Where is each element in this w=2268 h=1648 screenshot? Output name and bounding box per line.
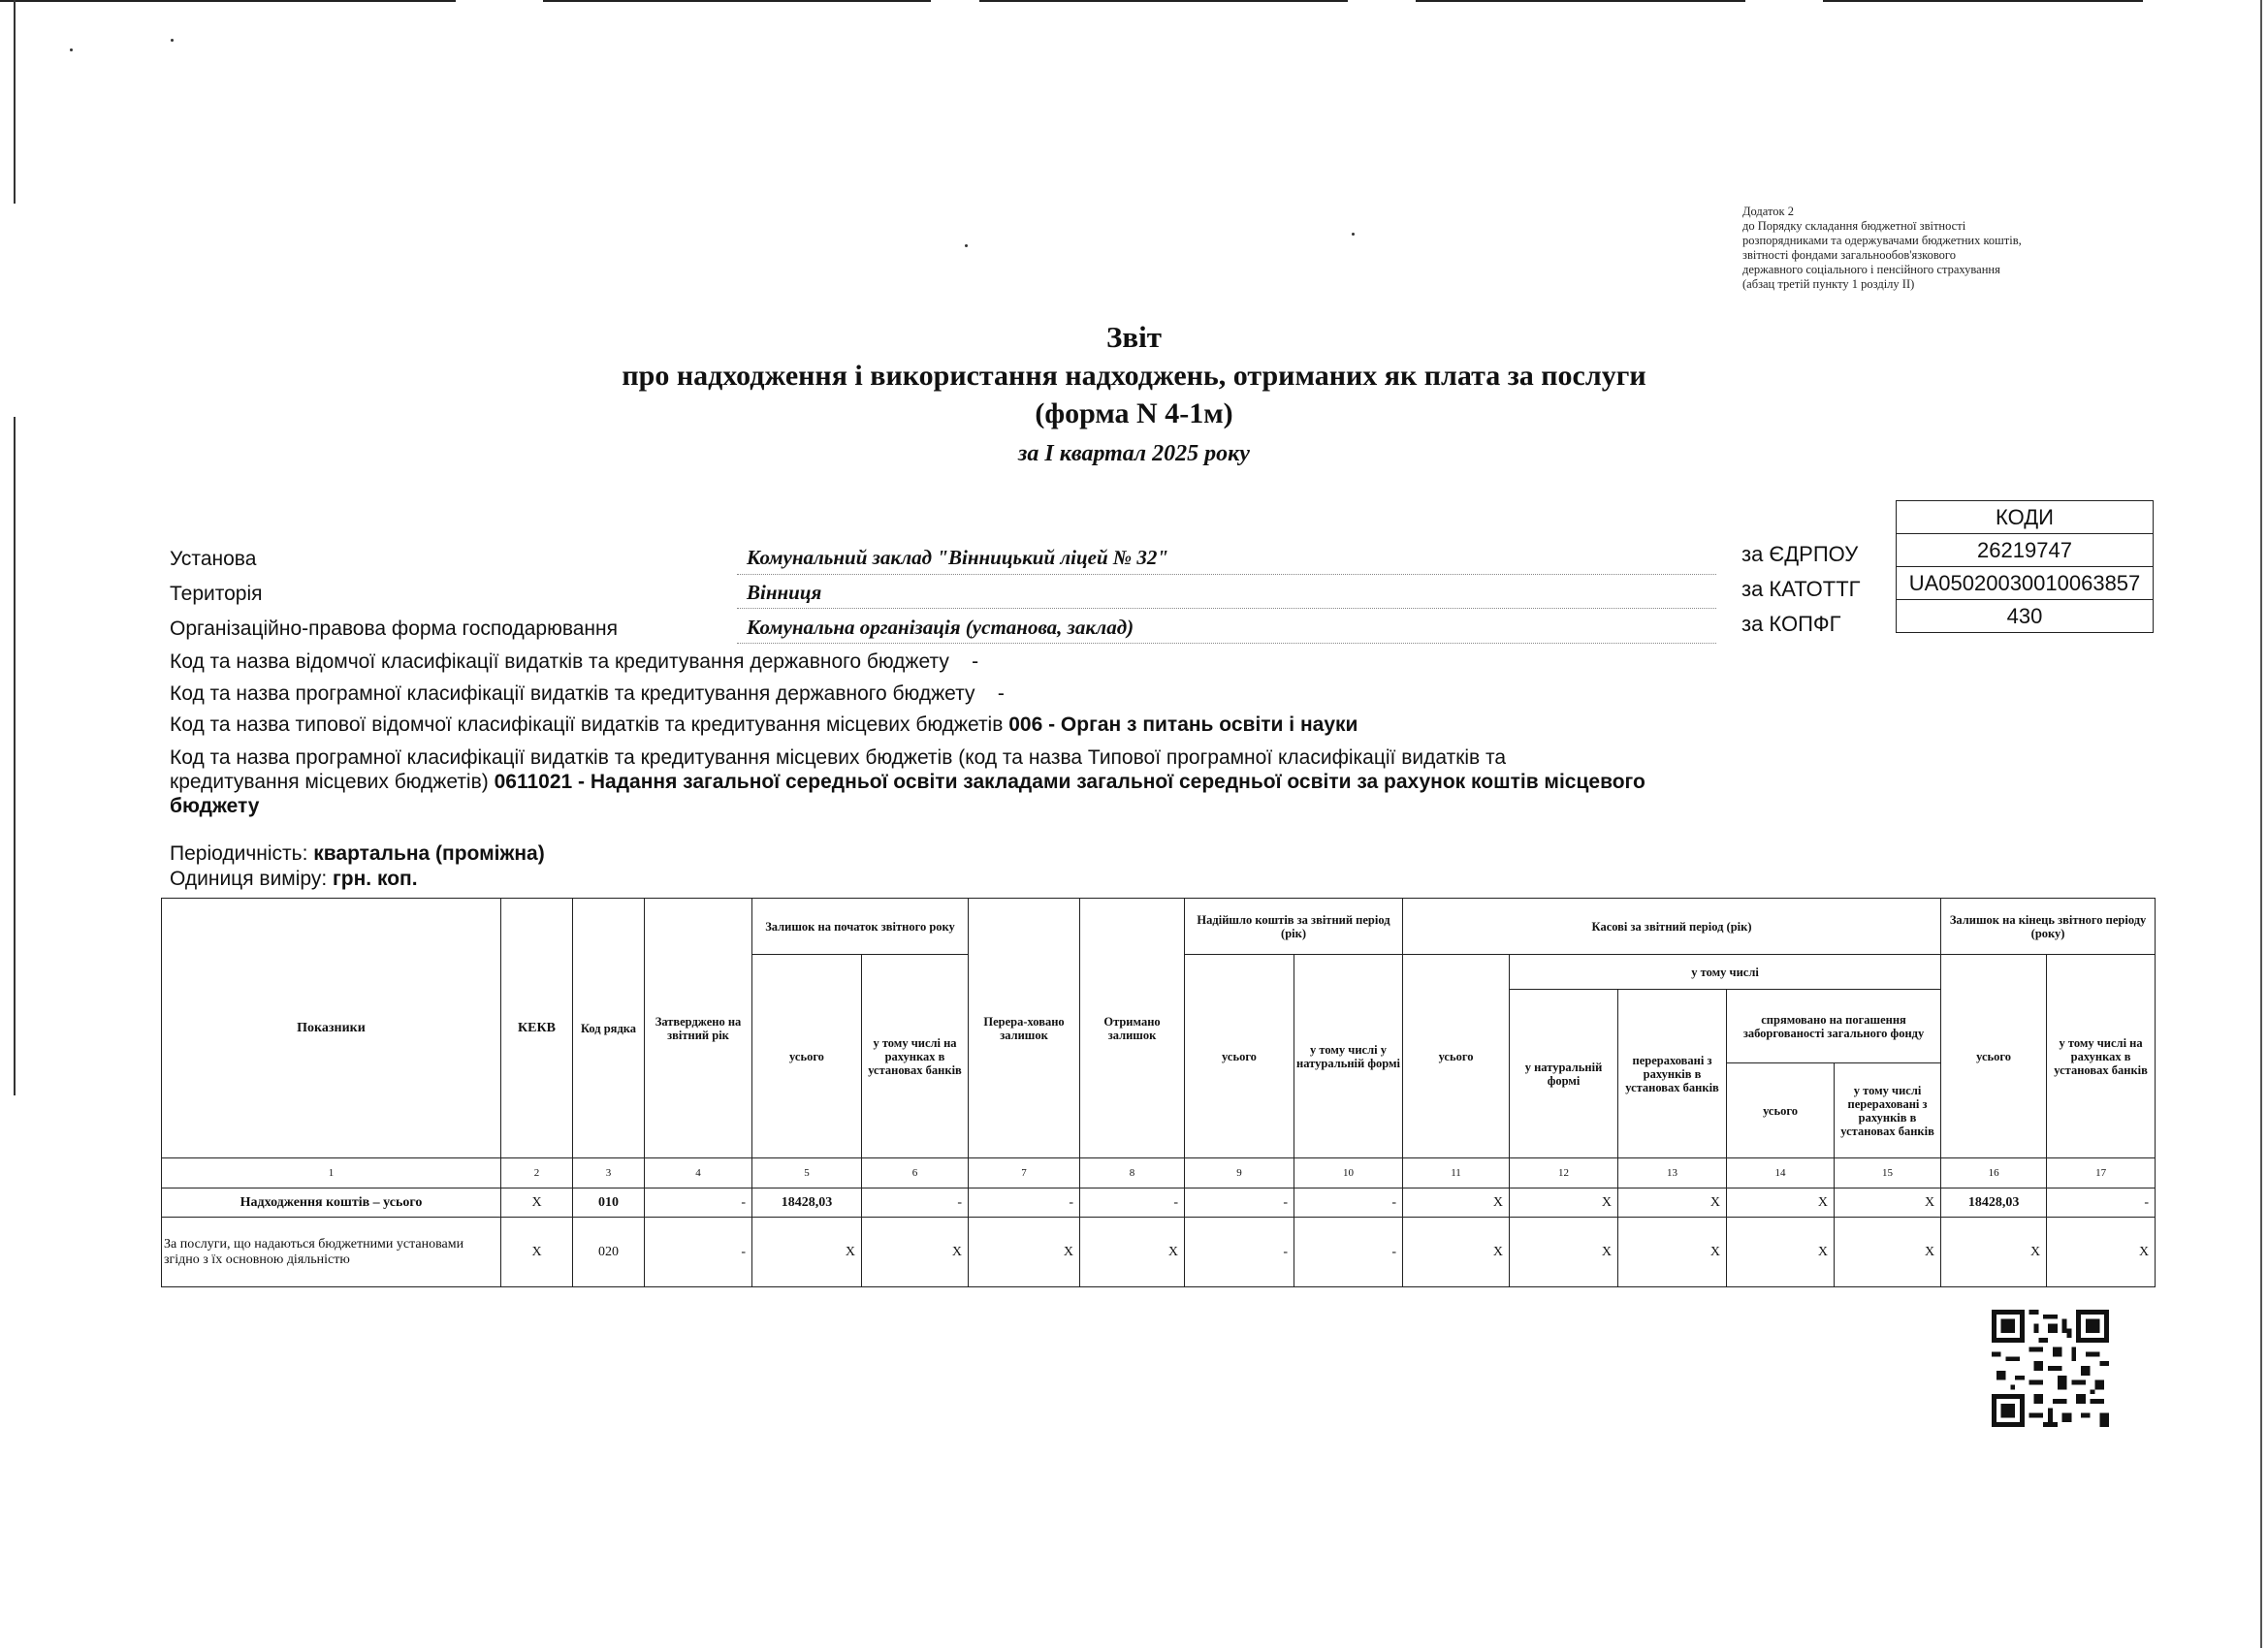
- cell: X: [1403, 1188, 1510, 1218]
- col-num: 15: [1835, 1158, 1941, 1188]
- th-row-code: Код рядка: [573, 899, 645, 1158]
- cell: X: [1727, 1188, 1835, 1218]
- scan-edge-right: [2260, 0, 2262, 1648]
- table-row: [162, 1218, 2156, 1287]
- cell: X: [1403, 1218, 1510, 1287]
- row-name: За послуги, що надаються бюджетними установами згідно з їх основною діяльністю: [162, 1218, 501, 1287]
- periodicity-value: квартальна (проміжна): [313, 842, 545, 865]
- institution-value: Комунальний заклад "Вінницький ліцей № 32": [747, 546, 1169, 569]
- state-dept-classification: [170, 650, 1721, 674]
- local-dept-classification: [170, 713, 1721, 737]
- th-bs-total: усього: [752, 955, 862, 1158]
- col-num: 13: [1618, 1158, 1727, 1188]
- org-form-label: Організаційно-правова форма господарювання: [170, 618, 618, 640]
- th-cash-debt: спрямовано на погашення заборгованості загального фонду: [1727, 990, 1941, 1063]
- periodicity: [170, 841, 1721, 866]
- col-num: 7: [969, 1158, 1080, 1188]
- cell: X: [1080, 1218, 1185, 1287]
- edrpou-label: за ЄДРПОУ: [1741, 542, 1859, 566]
- cell: -: [969, 1188, 1080, 1218]
- col-num: 12: [1510, 1158, 1618, 1188]
- th-debt-incl-transf: у тому числі перераховані з рахунків в установах банків: [1835, 1063, 1941, 1158]
- cell: X: [862, 1218, 969, 1287]
- cell: -: [2047, 1188, 2156, 1218]
- local-prog-value: 0611021 - Надання загальної середньої освіти закладами загальної середньої освіти за рахунок коштів місцевого: [494, 771, 1645, 793]
- scan-edge-top: [0, 0, 2268, 2]
- org-form-underline: [737, 643, 1716, 644]
- scan-edge-left: [14, 0, 16, 204]
- col-num: 14: [1727, 1158, 1835, 1188]
- column-numbers-row: [162, 1158, 2156, 1188]
- annex-line: до Порядку складання бюджетної звітності: [1742, 219, 1966, 233]
- cell: -: [1080, 1188, 1185, 1218]
- state-dept-label: Код та назва відомчої класифікації видатків та кредитування державного бюджету: [170, 650, 949, 673]
- scan-speck: [171, 39, 174, 42]
- col-num: 5: [752, 1158, 862, 1188]
- codes-header: КОДИ: [1897, 501, 2154, 534]
- cell: -: [1185, 1188, 1294, 1218]
- cell-kekv: X: [501, 1218, 573, 1287]
- th-cash-total: усього: [1403, 955, 1510, 1158]
- th-inc-natural: у тому числі у натуральній формі: [1294, 955, 1403, 1158]
- col-num: 2: [501, 1158, 573, 1188]
- th-bs-banks: у тому числі на рахунках в установах банків: [862, 955, 969, 1158]
- col-num: 1: [162, 1158, 501, 1188]
- report-title: Звіт: [1106, 320, 1162, 354]
- scan-speck: [965, 244, 968, 247]
- annex-line: Додаток 2: [1742, 205, 1794, 218]
- report-title-block: [0, 318, 2268, 467]
- table-row: [162, 1188, 2156, 1218]
- institution-underline: [737, 574, 1716, 575]
- katottg-label: за КАТОТТГ: [1741, 577, 1861, 601]
- col-num: 3: [573, 1158, 645, 1188]
- cell: X: [1510, 1218, 1618, 1287]
- territory-label: Територія: [170, 583, 263, 605]
- local-prog-label-a: Код та назва програмної класифікації видатків та кредитування місцевих бюджетів (код та назва Типової програмної класифікації видатків та: [170, 746, 1507, 769]
- cell: X: [2047, 1218, 2156, 1287]
- cell-code: 010: [573, 1188, 645, 1218]
- state-prog-classification: [170, 681, 1721, 706]
- th-be-total: усього: [1941, 955, 2047, 1158]
- annex-line: розпорядниками та одержувачами бюджетних коштів,: [1742, 234, 2022, 247]
- scan-speck: [1352, 233, 1355, 236]
- local-prog-label-b: кредитування місцевих бюджетів): [170, 771, 489, 793]
- org-form-value: Комунальна організація (установа, заклад): [747, 616, 1134, 639]
- col-num: 10: [1294, 1158, 1403, 1188]
- col-num: 9: [1185, 1158, 1294, 1188]
- cell: X: [1835, 1218, 1941, 1287]
- th-received: Отримано залишок: [1080, 899, 1185, 1158]
- th-cash-transf-banks: перераховані з рахунків в установах банків: [1618, 990, 1727, 1158]
- th-income: Надійшло коштів за звітний період (рік): [1185, 899, 1403, 955]
- th-balance-end: Залишок на кінець звітного періоду (року): [1941, 899, 2156, 955]
- th-be-banks: у тому числі на рахунках в установах банків: [2047, 955, 2156, 1158]
- periodicity-label: Періодичність:: [170, 842, 308, 865]
- cell: X: [1510, 1188, 1618, 1218]
- cell: -: [1294, 1188, 1403, 1218]
- cell: X: [1941, 1218, 2047, 1287]
- th-inc-total: усього: [1185, 955, 1294, 1158]
- col-num: 4: [645, 1158, 752, 1188]
- institution-label: Установа: [170, 548, 257, 570]
- report-period: за I квартал 2025 року: [1018, 441, 1250, 466]
- local-dept-label: Код та назва типової відомчої класифікації видатків та кредитування місцевих бюджетів: [170, 713, 1004, 736]
- row-name: Надходження коштів – усього: [162, 1188, 501, 1218]
- cell: 18428,03: [1941, 1188, 2047, 1218]
- unit-label: Одиниця виміру:: [170, 868, 328, 890]
- local-dept-value: 006 - Орган з питань освіти і науки: [1008, 713, 1358, 736]
- annex-line: звітності фондами загальнообов'язкового: [1742, 248, 1956, 262]
- scan-edge-left-2: [14, 417, 16, 1095]
- state-prog-label: Код та назва програмної класифікації видатків та кредитування державного бюджету: [170, 682, 975, 705]
- state-prog-value: -: [997, 682, 1005, 705]
- col-num: 6: [862, 1158, 969, 1188]
- report-table: [161, 898, 2156, 1287]
- cell: -: [1185, 1218, 1294, 1287]
- report-subtitle: про надходження і використання надходжень, отриманих як плата за послуги: [622, 360, 1646, 392]
- cell: X: [1727, 1218, 1835, 1287]
- th-kekv: КЕКВ: [501, 899, 573, 1158]
- th-approved: Затверджено на звітний рік: [645, 899, 752, 1158]
- col-num: 11: [1403, 1158, 1510, 1188]
- th-cash-natural: у натуральній формі: [1510, 990, 1618, 1158]
- local-prog-value-2: бюджету: [170, 795, 260, 817]
- annex-line: державного соціального і пенсійного страхування: [1742, 263, 2000, 276]
- cell: X: [1835, 1188, 1941, 1218]
- cell: X: [1618, 1188, 1727, 1218]
- annex-line: (абзац третій пункту 1 розділу II): [1742, 277, 1915, 291]
- territory-value: Вінниця: [747, 581, 822, 604]
- th-cash: Касові за звітний період (рік): [1403, 899, 1941, 955]
- th-debt-total: усього: [1727, 1063, 1835, 1158]
- qr-code-icon: [1992, 1310, 2109, 1427]
- th-cash-incl: у тому числі: [1510, 955, 1941, 990]
- cell: -: [862, 1188, 969, 1218]
- th-indicators: Показники: [162, 899, 501, 1158]
- cell: -: [645, 1188, 752, 1218]
- th-transferred: Перера-ховано залишок: [969, 899, 1080, 1158]
- col-num: 16: [1941, 1158, 2047, 1188]
- col-num: 17: [2047, 1158, 2156, 1188]
- katottg-code: UA05020030010063857: [1897, 567, 2154, 600]
- cell: X: [969, 1218, 1080, 1287]
- territory-underline: [737, 608, 1716, 609]
- codes-table: [1896, 500, 2154, 633]
- cell: -: [645, 1218, 752, 1287]
- report-form-number: (форма N 4-1м): [1035, 397, 1233, 429]
- cell-code: 020: [573, 1218, 645, 1287]
- kopfg-code: 430: [1897, 600, 2154, 633]
- cell: 18428,03: [752, 1188, 862, 1218]
- edrpou-code: 26219747: [1897, 534, 2154, 567]
- unit-value: грн. коп.: [333, 868, 418, 890]
- cell: -: [1294, 1218, 1403, 1287]
- local-prog-classification: [170, 745, 1721, 818]
- state-dept-value: -: [972, 650, 979, 673]
- kopfg-label: за КОПФГ: [1741, 612, 1841, 636]
- cell: X: [1618, 1218, 1727, 1287]
- cell: X: [752, 1218, 862, 1287]
- annex-note: [1742, 205, 2150, 292]
- cell-kekv: X: [501, 1188, 573, 1218]
- col-num: 8: [1080, 1158, 1185, 1188]
- scan-speck: [70, 48, 73, 51]
- th-balance-start: Залишок на початок звітного року: [752, 899, 969, 955]
- unit: [170, 867, 1721, 891]
